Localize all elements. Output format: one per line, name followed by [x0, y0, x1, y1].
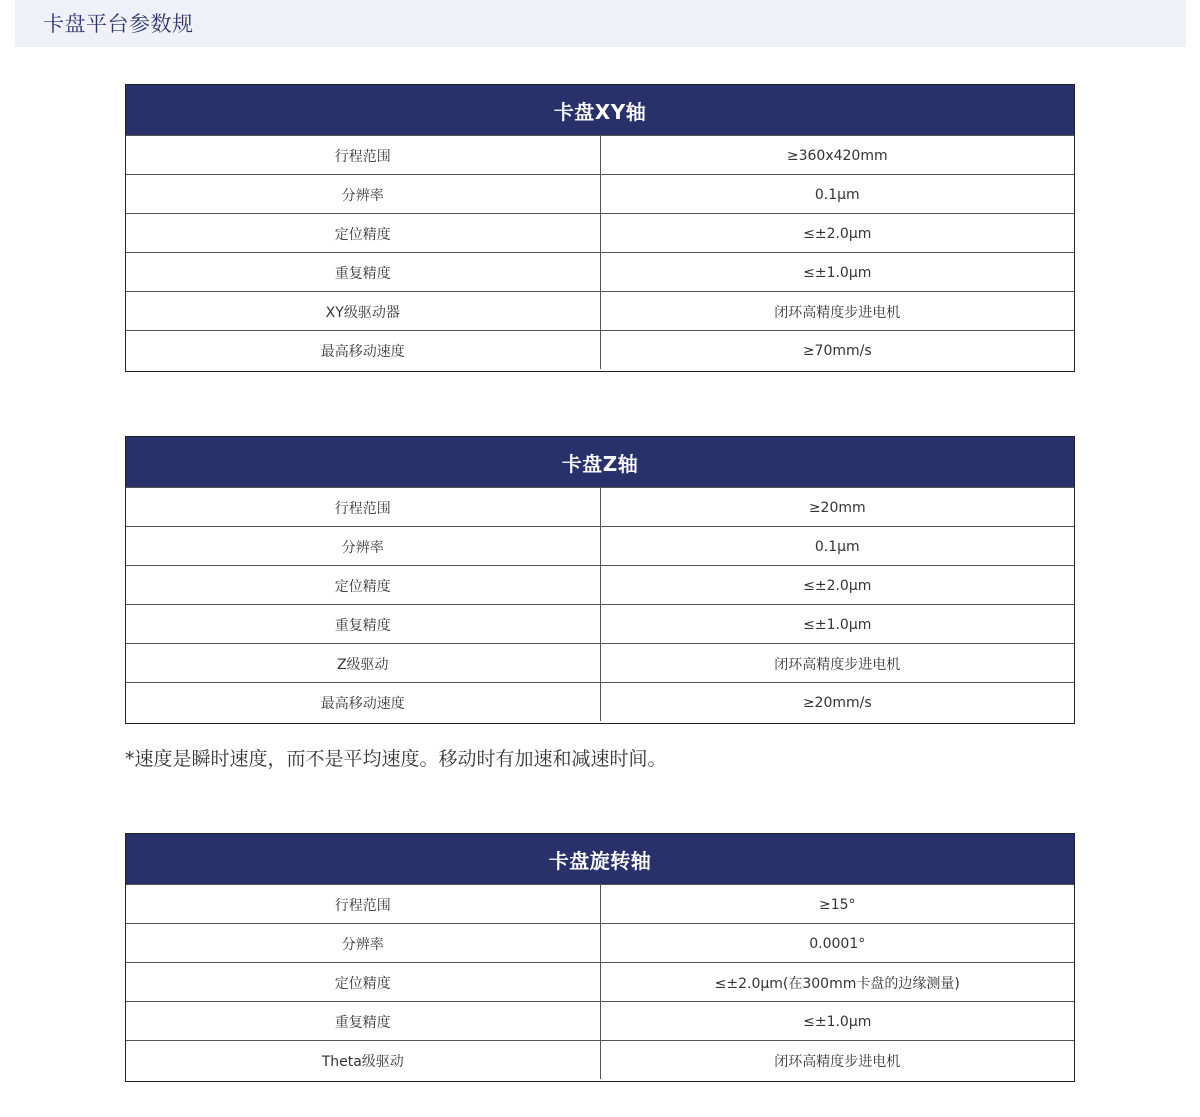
spec-value: ≤±1.0μm: [803, 264, 872, 281]
table-header: 卡盘Z轴: [126, 437, 1074, 487]
spec-label: 分辨率: [126, 924, 601, 962]
spec-value: 0.1μm: [814, 186, 860, 203]
table-row: [126, 252, 1074, 291]
table-row: [126, 1001, 1074, 1040]
spec-value: ≥15°: [818, 896, 856, 913]
spec-label: 行程范围: [126, 488, 601, 526]
spec-value: 0.1μm: [814, 538, 860, 555]
spec-label: 最高移动速度: [126, 331, 601, 369]
table-row: [126, 526, 1074, 565]
spec-label: 重复精度: [126, 1002, 601, 1040]
spec-label: 分辨率: [126, 527, 601, 565]
section-title: 卡盘平台参数规: [43, 12, 194, 36]
spec-label: 行程范围: [126, 885, 601, 923]
chuck-xy-spec-table: [125, 84, 1075, 372]
table-row: [126, 135, 1074, 174]
table-row: [126, 174, 1074, 213]
table-row: [126, 291, 1074, 330]
speed-footnote: *速度是瞬时速度，而不是平均速度。移动时有加速和减速时间。: [125, 748, 667, 770]
table-row: [126, 330, 1074, 369]
spec-value: ≤±2.0μm: [803, 577, 872, 594]
table-row: [126, 1040, 1074, 1079]
table-row: [126, 643, 1074, 682]
spec-label: 定位精度: [126, 214, 601, 252]
section-header: [15, 0, 1186, 47]
table-row: [126, 213, 1074, 252]
spec-label: Z级驱动: [126, 644, 601, 682]
spec-label: Theta级驱动: [126, 1041, 601, 1079]
spec-value: ≥360x420mm: [786, 147, 888, 164]
table-row: [126, 682, 1074, 721]
spec-value: ≤±1.0μm: [803, 1013, 872, 1030]
spec-label: 最高移动速度: [126, 683, 601, 721]
chuck-rotation-spec-table: [125, 833, 1075, 1082]
spec-value: 0.0001°: [809, 935, 866, 952]
spec-value: ≥20mm: [808, 499, 866, 516]
spec-value: 闭环高精度步进电机: [774, 656, 901, 673]
table-row: [126, 923, 1074, 962]
spec-label: 定位精度: [126, 566, 601, 604]
spec-label: 重复精度: [126, 253, 601, 291]
spec-label: 分辨率: [126, 175, 601, 213]
table-row: [126, 565, 1074, 604]
table-header: 卡盘旋转轴: [126, 834, 1074, 884]
table-row: [126, 487, 1074, 526]
table-header: 卡盘XY轴: [126, 85, 1074, 135]
spec-label: 行程范围: [126, 136, 601, 174]
spec-label: 定位精度: [126, 963, 601, 1001]
spec-label: 重复精度: [126, 605, 601, 643]
table-row: [126, 884, 1074, 923]
spec-value: ≥70mm/s: [802, 342, 872, 359]
spec-value: 闭环高精度步进电机: [774, 1053, 901, 1070]
table-row: [126, 962, 1074, 1001]
spec-value: ≤±1.0μm: [803, 616, 872, 633]
spec-value: ≥20mm/s: [802, 694, 872, 711]
spec-value: ≤±2.0μm(在300mm卡盘的边缘测量): [714, 975, 960, 992]
spec-value: ≤±2.0μm: [803, 225, 872, 242]
spec-value: 闭环高精度步进电机: [774, 304, 901, 321]
table-row: [126, 604, 1074, 643]
spec-label: XY级驱动器: [126, 292, 601, 330]
chuck-z-spec-table: [125, 436, 1075, 724]
